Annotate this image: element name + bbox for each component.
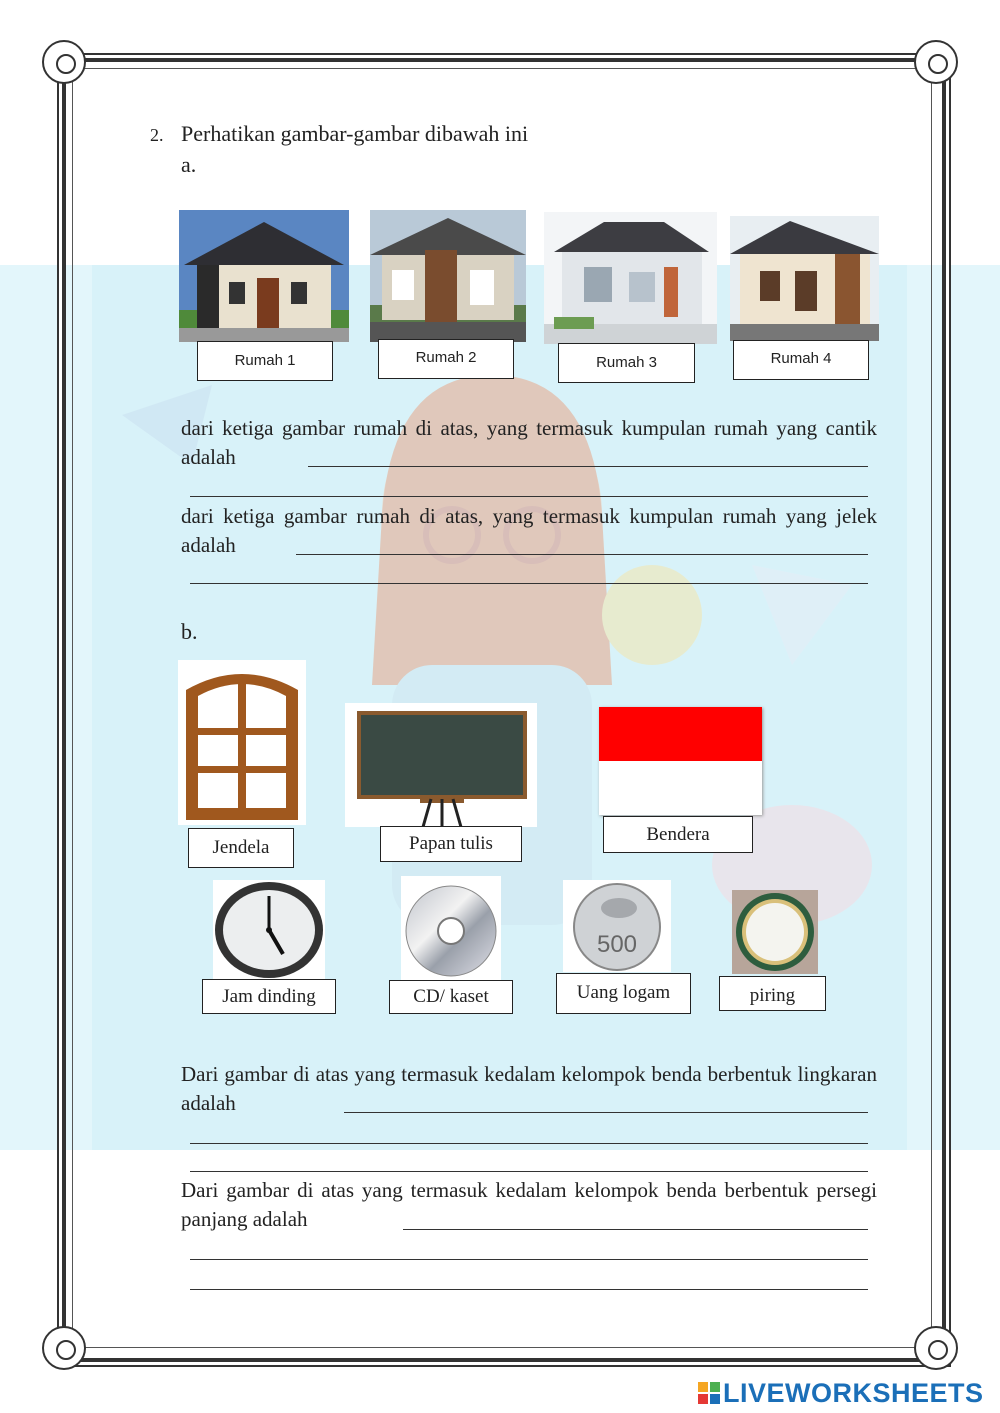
answer-line-persegi-3[interactable] bbox=[190, 1289, 868, 1290]
answer-line-cantik-2[interactable] bbox=[190, 496, 868, 497]
answer-line-cantik-1[interactable] bbox=[308, 466, 868, 467]
blackboard-image bbox=[345, 703, 537, 827]
house-label-4: Rumah 4 bbox=[733, 340, 869, 380]
object-label-piring: piring bbox=[719, 976, 826, 1011]
question-jelek: dari ketiga gambar rumah di atas, yang termasuk kumpulan rumah yang jelek adalah bbox=[181, 504, 877, 557]
house-image-2 bbox=[370, 210, 526, 342]
answer-line-persegi-2[interactable] bbox=[190, 1259, 868, 1260]
object-label-cd-kaset: CD/ kaset bbox=[389, 980, 513, 1014]
plate-image bbox=[732, 890, 818, 974]
part-b-label: b. bbox=[181, 619, 198, 644]
coin-value: 500 bbox=[596, 931, 638, 958]
answer-line-lingkaran-2[interactable] bbox=[190, 1143, 868, 1144]
corner-ornament-top-left bbox=[42, 40, 86, 84]
liveworksheets-logo-text: LIVEWORKSHEETS bbox=[723, 1378, 984, 1408]
corner-ornament-bottom-left bbox=[42, 1326, 86, 1370]
corner-ornament-top-right bbox=[914, 40, 958, 84]
question-number: 2. bbox=[150, 125, 164, 145]
house-image-4 bbox=[730, 216, 879, 341]
clock-image bbox=[213, 880, 325, 980]
question-persegi-panjang: Dari gambar di atas yang termasuk kedalam kelompok benda berbentuk persegi panjang adalah bbox=[181, 1178, 877, 1231]
question-lingkaran: Dari gambar di atas yang termasuk kedalam kelompok benda berbentuk lingkaran adalah bbox=[181, 1062, 877, 1115]
question-title: Perhatikan gambar-gambar dibawah ini bbox=[181, 121, 529, 146]
cd-image bbox=[401, 876, 501, 981]
liveworksheets-logo-icon bbox=[698, 1380, 720, 1402]
object-label-bendera: Bendera bbox=[603, 816, 753, 853]
flag-image bbox=[599, 707, 762, 815]
answer-line-persegi-1[interactable] bbox=[403, 1229, 868, 1230]
answer-line-lingkaran-1[interactable] bbox=[344, 1112, 868, 1113]
window-image bbox=[178, 660, 306, 825]
object-label-uang-logam: Uang logam bbox=[556, 973, 691, 1014]
object-label-papan-tulis: Papan tulis bbox=[380, 826, 522, 862]
corner-ornament-bottom-right bbox=[914, 1326, 958, 1370]
part-a-label: a. bbox=[181, 152, 197, 177]
answer-line-lingkaran-3[interactable] bbox=[190, 1171, 868, 1172]
house-image-1 bbox=[179, 210, 349, 342]
question-cantik: dari ketiga gambar rumah di atas, yang termasuk kumpulan rumah yang cantik adalah bbox=[181, 416, 877, 469]
object-label-jendela: Jendela bbox=[188, 828, 294, 868]
house-label-1: Rumah 1 bbox=[197, 341, 333, 381]
answer-line-jelek-2[interactable] bbox=[190, 583, 868, 584]
answer-line-jelek-1[interactable] bbox=[296, 554, 868, 555]
coin-image bbox=[563, 880, 671, 972]
house-label-3: Rumah 3 bbox=[558, 343, 695, 383]
house-image-3 bbox=[544, 212, 717, 344]
object-label-jam-dinding: Jam dinding bbox=[202, 979, 336, 1014]
house-label-2: Rumah 2 bbox=[378, 339, 514, 379]
liveworksheets-logo[interactable] bbox=[698, 1378, 984, 1409]
